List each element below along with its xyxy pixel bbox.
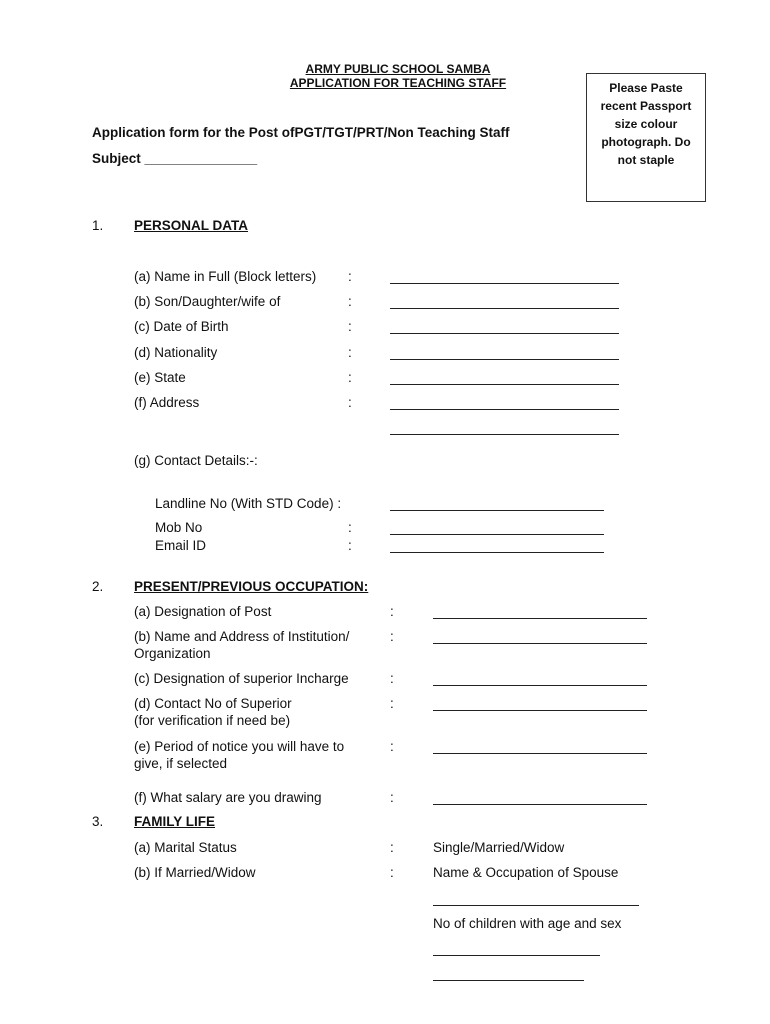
field-designation-blank[interactable] <box>433 618 647 619</box>
field-children-blank-1[interactable] <box>433 955 600 956</box>
section1-number: 1. <box>92 218 104 233</box>
field-dob-colon: : <box>348 319 352 334</box>
field-relation-label: (b) Son/Daughter/wife of <box>134 294 281 309</box>
section3-number: 3. <box>92 814 104 829</box>
field-state-blank[interactable] <box>390 384 619 385</box>
field-salary-label: (f) What salary are you drawing <box>134 790 322 805</box>
school-name: ARMY PUBLIC SCHOOL SAMBA <box>305 62 491 76</box>
field-nationality-label: (d) Nationality <box>134 345 218 360</box>
field-spouse-label: Name & Occupation of Spouse <box>433 865 619 880</box>
field-name-label: (a) Name in Full (Block letters) <box>134 269 317 284</box>
field-email-label: Email ID <box>155 538 207 553</box>
field-mobile-blank[interactable] <box>390 534 604 535</box>
contact-details-heading: (g) Contact Details:-: <box>134 453 258 468</box>
field-relation-colon: : <box>348 294 352 309</box>
field-mobile-colon: : <box>348 520 352 535</box>
field-mobile-label: Mob No <box>155 520 203 535</box>
field-married-label: (b) If Married/Widow <box>134 865 256 880</box>
field-landline-blank[interactable] <box>390 510 604 511</box>
form-title: APPLICATION FOR TEACHING STAFF <box>289 76 507 90</box>
post-line: Application form for the Post ofPGT/TGT/PRT/Non Teaching Staff <box>92 125 510 140</box>
section1-title: PERSONAL DATA <box>134 218 249 233</box>
field-notice-colon: : <box>390 739 394 754</box>
field-superior-contact-label-2: (for verification if need be) <box>134 713 291 728</box>
field-nationality-blank[interactable] <box>390 359 619 360</box>
field-designation-label: (a) Designation of Post <box>134 604 272 619</box>
field-institution-blank[interactable] <box>433 643 647 644</box>
field-relation-blank[interactable] <box>390 308 619 309</box>
field-superior-contact-blank[interactable] <box>433 710 647 711</box>
field-superior-label: (c) Designation of superior Incharge <box>134 671 349 686</box>
field-institution-label: (b) Name and Address of Institution/ <box>134 629 350 644</box>
field-children-blank-2[interactable] <box>433 980 584 981</box>
field-name-blank[interactable] <box>390 283 619 284</box>
field-notice-label-2: give, if selected <box>134 756 228 771</box>
field-email-colon: : <box>348 538 352 553</box>
field-salary-blank[interactable] <box>433 804 647 805</box>
field-marital-value: Single/Married/Widow <box>433 840 565 855</box>
field-state-colon: : <box>348 370 352 385</box>
subject-line: Subject _______________ <box>92 151 258 166</box>
field-designation-colon: : <box>390 604 394 619</box>
field-salary-colon: : <box>390 790 394 805</box>
photo-box-text: Please Paste recent Passport size colour photograph. Do not staple <box>600 81 692 167</box>
field-address-label: (f) Address <box>134 395 200 410</box>
field-dob-blank[interactable] <box>390 333 619 334</box>
field-dob-label: (c) Date of Birth <box>134 319 229 334</box>
field-marital-colon: : <box>390 840 394 855</box>
section2-title: PRESENT/PREVIOUS OCCUPATION: <box>134 579 369 594</box>
section2-number: 2. <box>92 579 104 594</box>
field-institution-label-2: Organization <box>134 646 211 661</box>
field-landline-label: Landline No (With STD Code) : <box>155 496 342 511</box>
field-marital-label: (a) Marital Status <box>134 840 237 855</box>
field-superior-contact-label: (d) Contact No of Superior <box>134 696 292 711</box>
field-notice-label: (e) Period of notice you will have to <box>134 739 345 754</box>
field-nationality-colon: : <box>348 345 352 360</box>
field-married-colon: : <box>390 865 394 880</box>
field-spouse-blank[interactable] <box>433 905 639 906</box>
section3-title: FAMILY LIFE <box>134 814 216 829</box>
field-address-colon: : <box>348 395 352 410</box>
field-superior-contact-colon: : <box>390 696 394 711</box>
field-address-blank-1[interactable] <box>390 409 619 410</box>
field-children-label: No of children with age and sex <box>433 916 622 931</box>
field-address-blank-2[interactable] <box>390 434 619 435</box>
photo-box <box>586 73 706 202</box>
field-institution-colon: : <box>390 629 394 644</box>
field-state-label: (e) State <box>134 370 186 385</box>
field-superior-colon: : <box>390 671 394 686</box>
field-name-colon: : <box>348 269 352 284</box>
field-superior-blank[interactable] <box>433 685 647 686</box>
field-email-blank[interactable] <box>390 552 604 553</box>
field-notice-blank[interactable] <box>433 753 647 754</box>
